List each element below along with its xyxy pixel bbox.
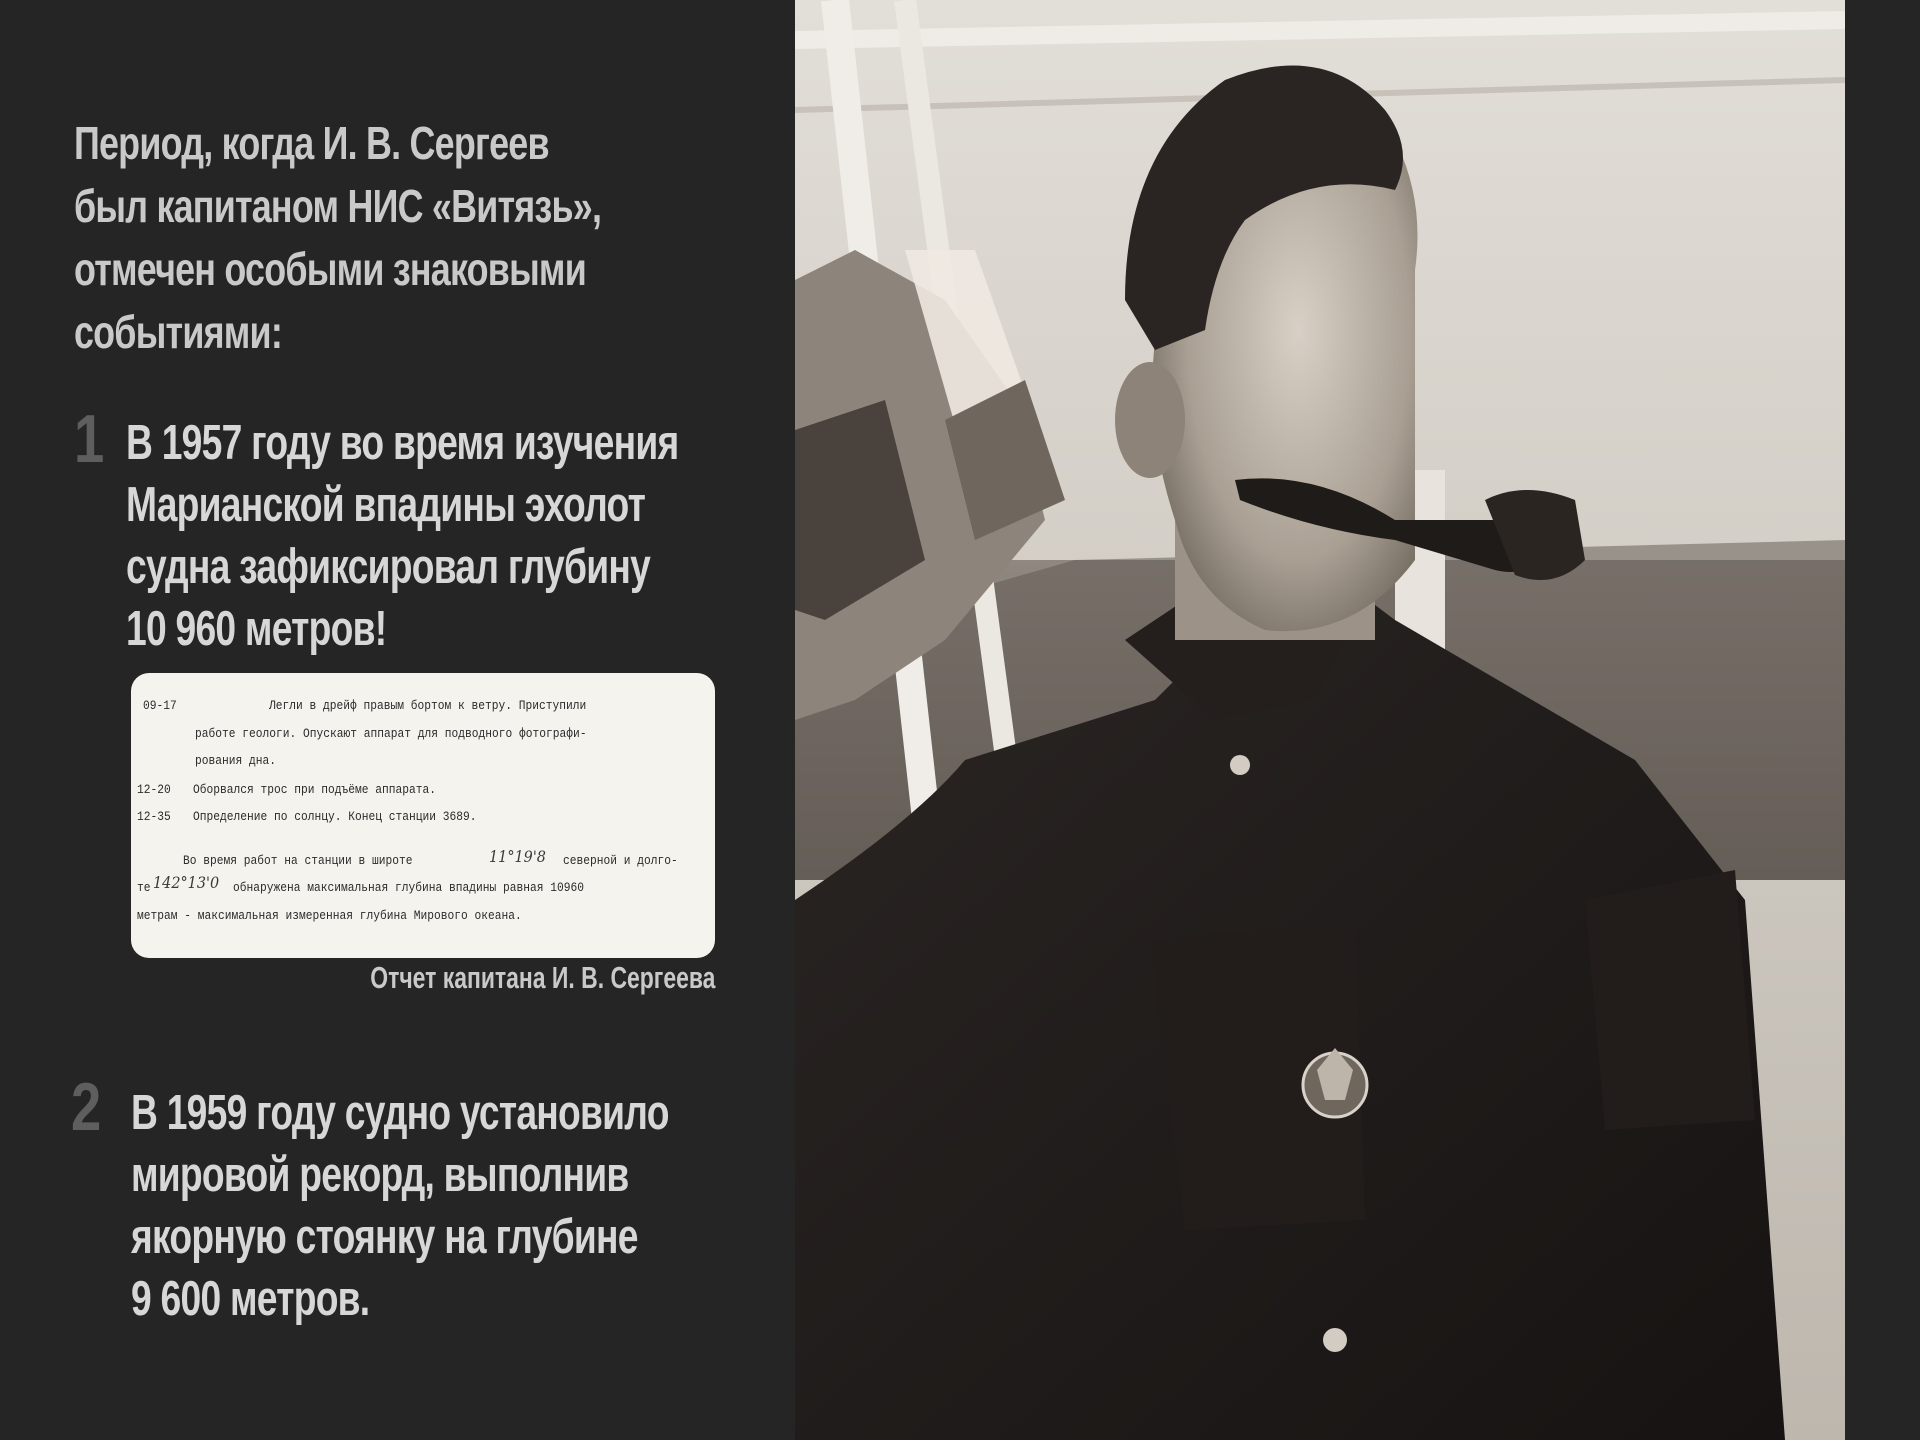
report-line-4: Оборвался трос при подъёме аппарата. (193, 783, 437, 797)
point-text-2: В 1959 году судно установило мировой рекорд, выполнив якорную стоянку на глубине 9 600 метров. (131, 1086, 669, 1326)
report-line-5: Определение по солнцу. Конец станции 3689. (193, 810, 477, 824)
report-para-1a: Во время работ на станции в широте (183, 854, 413, 868)
report-para-2a: те (137, 881, 151, 895)
report-line-3: рования дна. (195, 754, 277, 768)
report-line-1: Легли в дрейф правым бортом к ветру. Приступили (269, 699, 587, 713)
report-time-5: 12-35 (137, 810, 171, 824)
point-number-2: 2 (71, 1069, 102, 1145)
report-time-4: 12-20 (137, 783, 171, 797)
report-caption: Отчет капитана И. В. Сергеева (369, 960, 715, 995)
intro-heading: Период, когда И. В. Сергеев был капитаном НИС «Витязь», отмечен особыми знаковыми событиями: (74, 117, 602, 358)
report-time-1: 09-17 (143, 699, 177, 713)
report-latitude: 11°19'8 (489, 847, 546, 866)
report-line-2: работе геологи. Опускают аппарат для подводного фотографи- (195, 727, 587, 741)
report-para-2b: обнаружена максимальная глубина впадины равная 10960 (233, 881, 585, 895)
report-longitude: 142°13'0 (153, 873, 220, 892)
captain-portrait-photo (795, 0, 1845, 1440)
right-dark-strip (1845, 0, 1920, 1440)
report-para-3: метрам - максимальная измеренная глубина Мирового океана. (137, 909, 522, 923)
point-number-1: 1 (74, 401, 105, 477)
point-text-1: В 1957 году во время изучения Марианской впадины эхолот судна зафиксировал глубину 10 960 метров! (126, 416, 679, 656)
report-excerpt-card (131, 673, 715, 958)
report-para-1b: северной и долго- (563, 854, 678, 868)
